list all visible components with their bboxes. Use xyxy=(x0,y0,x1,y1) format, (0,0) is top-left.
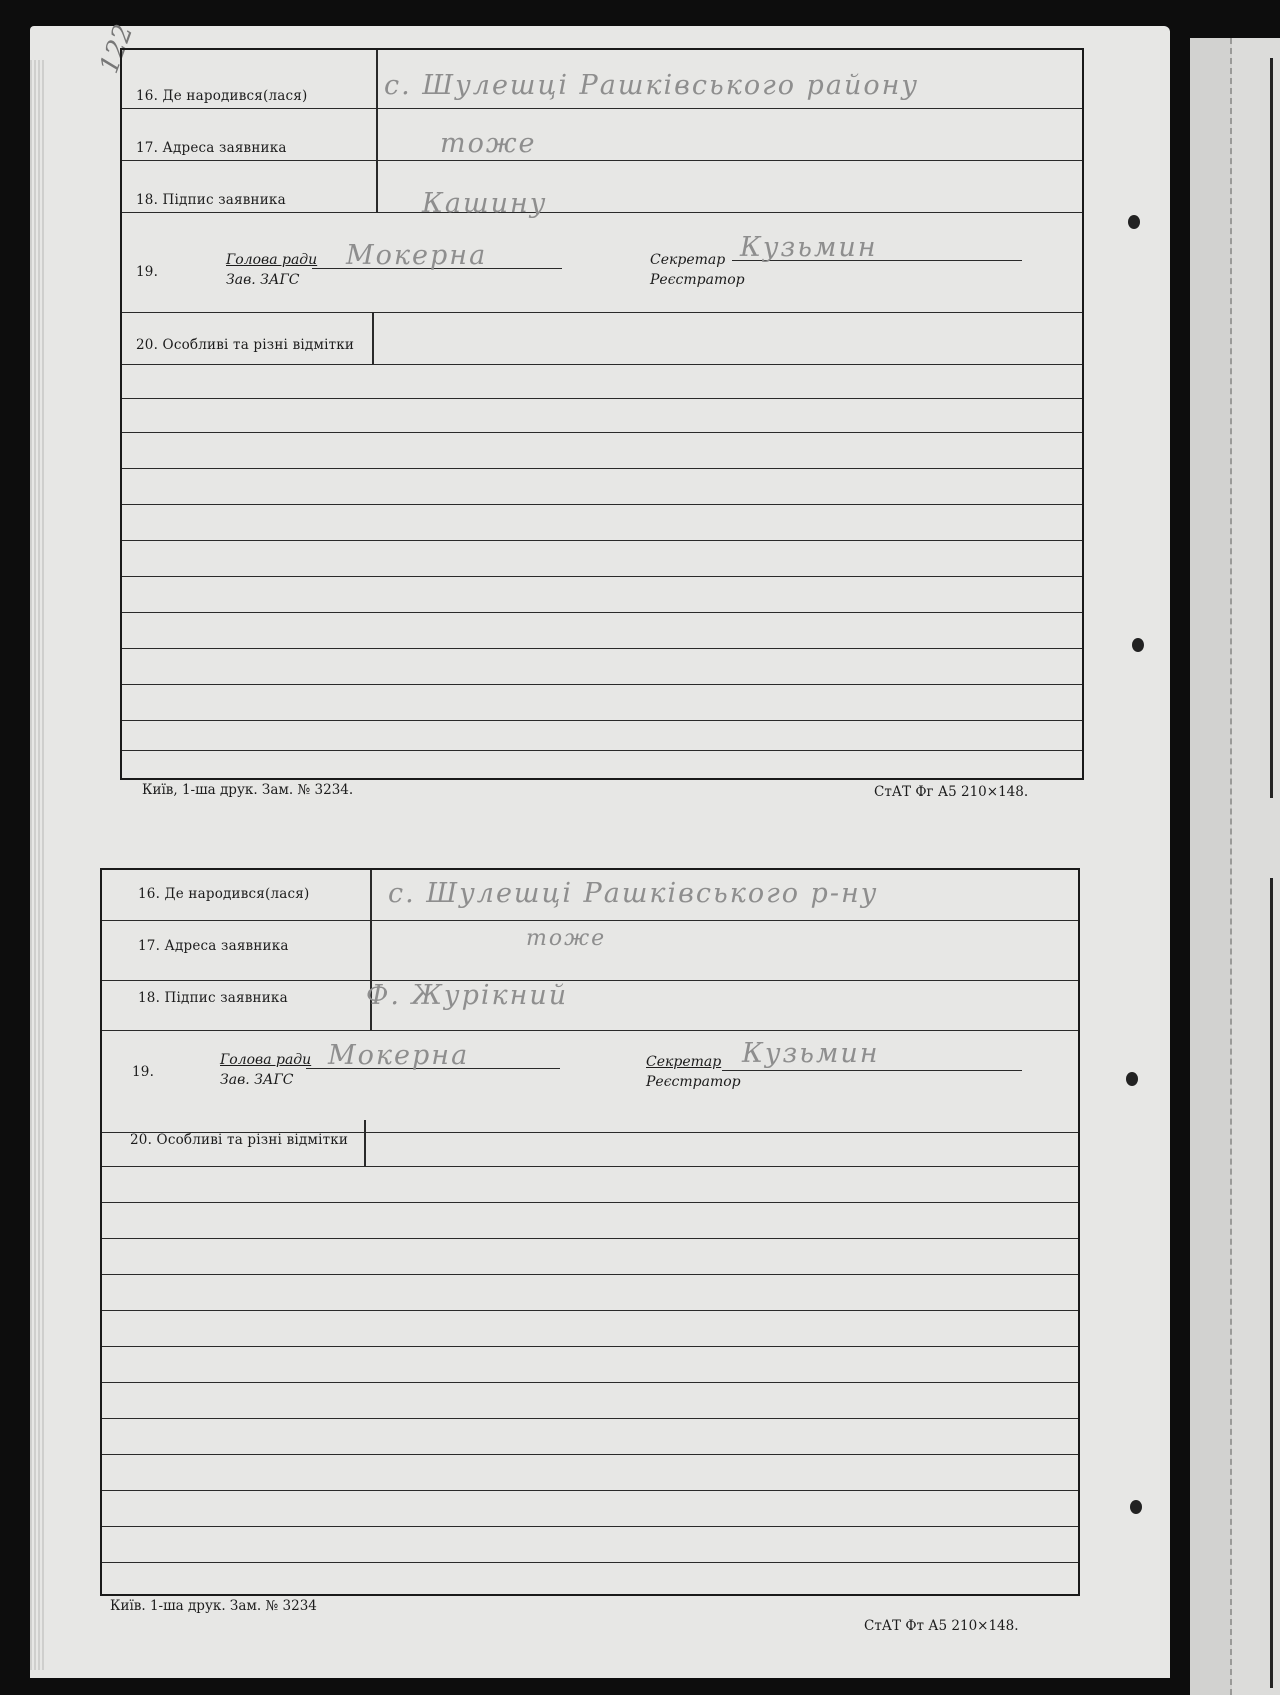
head-signature: Мокерна xyxy=(346,240,488,271)
adjacent-form-border xyxy=(1270,878,1273,1688)
punch-hole xyxy=(1130,1500,1142,1514)
notes-label: 20. Особливі та різні відмітки xyxy=(130,1132,349,1148)
head-title: Голова ради xyxy=(226,252,318,268)
signature-value: Ф. Журікний xyxy=(366,980,569,1011)
form-code-2: СтАТ Фт А5 210×148. xyxy=(864,1618,1019,1634)
row19-number: 19. xyxy=(132,1064,155,1080)
birthplace-label: 16. Де народився(лася) xyxy=(136,88,308,104)
adjacent-page xyxy=(1190,38,1280,1695)
adjacent-form-border xyxy=(1270,58,1273,798)
page-stack-edge xyxy=(30,60,44,1670)
address-label: 17. Адреса заявника xyxy=(136,140,287,156)
print-info-1: Київ, 1-ша друк. Зам. № 3234. xyxy=(142,782,354,798)
zags-title: Зав. ЗАГС xyxy=(226,272,300,288)
registration-form-1 xyxy=(120,48,1084,780)
row19-number: 19. xyxy=(136,264,159,280)
notes-label: 20. Особливі та різні відмітки xyxy=(136,337,355,353)
signature-label: 18. Підпис заявника xyxy=(136,192,286,208)
punch-hole xyxy=(1132,638,1144,652)
address-value: тоже xyxy=(526,926,607,951)
punch-hole xyxy=(1128,215,1140,229)
form-code-1: СтАТ Фг А5 210×148. xyxy=(874,784,1029,800)
birthplace-value: с. Шулешці Рашківського району xyxy=(384,70,920,101)
signature-label: 18. Підпис заявника xyxy=(138,990,288,1006)
secretary-title: Секретар xyxy=(646,1054,722,1070)
secretary-signature: Кузьмин xyxy=(740,232,878,263)
registration-form-2 xyxy=(100,868,1080,1596)
registrar-title: Реєстратор xyxy=(646,1074,741,1090)
signature-value: Кашину xyxy=(422,188,548,219)
birthplace-label: 16. Де народився(лася) xyxy=(138,886,310,902)
head-title: Голова ради xyxy=(220,1052,312,1068)
head-signature: Мокерна xyxy=(328,1040,470,1071)
birthplace-value: с. Шулешці Рашківського р-ну xyxy=(388,878,879,909)
zags-title: Зав. ЗАГС xyxy=(220,1072,294,1088)
punch-hole xyxy=(1126,1072,1138,1086)
print-info-2: Київ. 1-ша друк. Зам. № 3234 xyxy=(110,1598,317,1614)
margin-page-number: 122 xyxy=(94,20,140,78)
secretary-title: Секретар xyxy=(650,252,726,268)
address-value: тоже xyxy=(440,128,537,159)
registrar-title: Реєстратор xyxy=(650,272,745,288)
secretary-signature: Кузьмин xyxy=(742,1038,880,1069)
address-label: 17. Адреса заявника xyxy=(138,938,289,954)
page-fold xyxy=(1190,38,1232,1695)
